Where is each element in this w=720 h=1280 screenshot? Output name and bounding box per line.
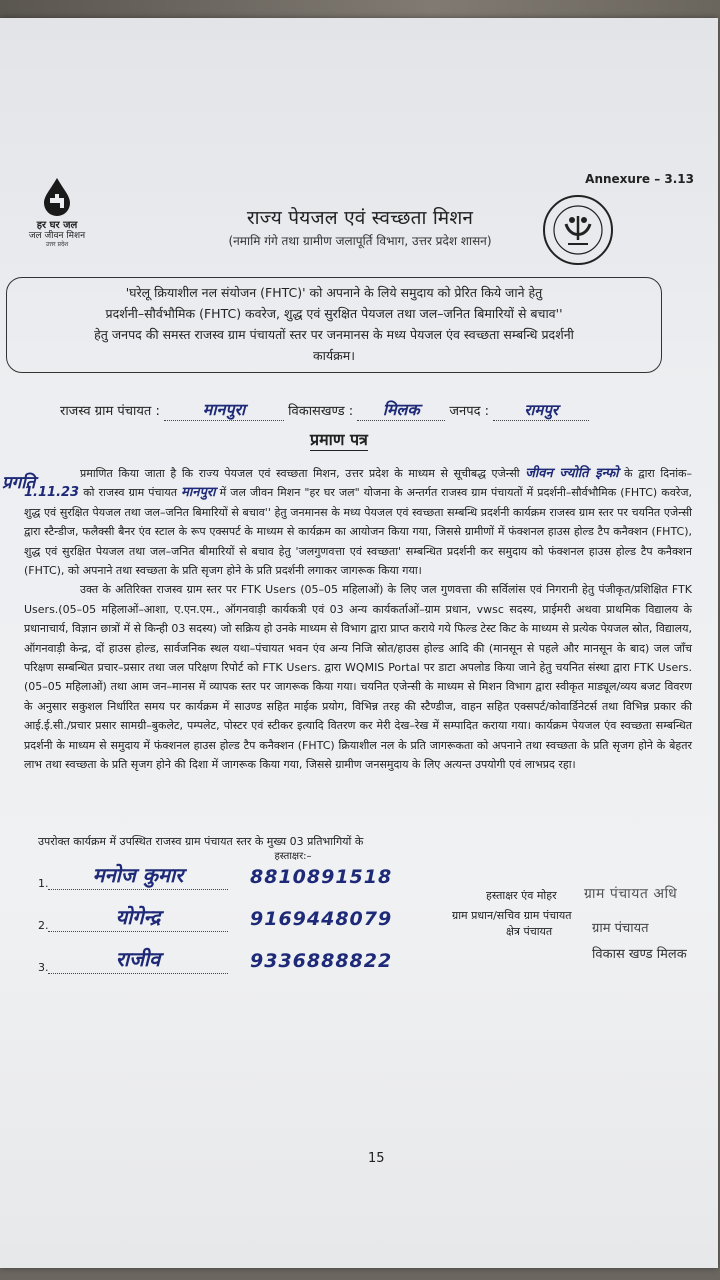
page-number: 15 [368, 1151, 385, 1166]
participant-phone: 9169448079 [250, 908, 393, 930]
district-label: जनपद : [449, 404, 490, 419]
participant-number: 2. [38, 919, 49, 932]
participants-intro-text: उपरोक्त कार्यक्रम में उपस्थित राजस्व ग्राम पंचायत स्तर के मुख्य 03 प्रतिभागियों के [38, 835, 364, 848]
gp-label: राजस्व ग्राम पंचायत : [60, 404, 160, 419]
up-government-seal-icon [542, 194, 614, 266]
handwritten-margin-note: प्रगति [2, 473, 36, 493]
certificate-body [24, 464, 692, 775]
stamp-line-2: ग्राम पंचायत [592, 921, 649, 936]
participant-row-2 [38, 898, 438, 932]
participant-row-3 [38, 940, 438, 974]
gp-name-handwritten: मानपुरा [181, 485, 216, 501]
participant-number: 3. [38, 961, 49, 974]
annexure-label: Annexure – 3.13 [585, 172, 694, 186]
participants-sign-label: हस्ताक्षर:– [274, 851, 312, 862]
logo-line-3: उत्तर प्रदेश [45, 241, 69, 248]
program-title-line-1: 'घरेलू क्रियाशील नल संयोजन (FHTC)' को अपनाने के लिये समुदाय को प्रेरित किये जाने हेतु [125, 285, 543, 300]
signatory-line-3: क्षेत्र पंचायत [506, 925, 553, 938]
panchayat-details-line [60, 398, 680, 421]
participant-name: योगेन्द्र [48, 903, 228, 932]
block-value: मिलक [357, 398, 445, 421]
body-p1-a: प्रमाणित किया जाता है कि राज्य पेयजल एवं स्वच्छता मिशन, उत्तर प्रदेश के माध्यम से सूचीबद्ध एजेन्सी [80, 467, 520, 480]
mission-title: राज्य पेयजल एवं स्वच्छता मिशन [246, 207, 474, 229]
stamp-line-3: विकास खण्ड मिलक [592, 947, 687, 962]
participant-phone: 8810891518 [250, 866, 393, 888]
logo-line-1: हर घर जल [36, 220, 78, 231]
agency-name-handwritten: जीवन ज्योति इन्फो [525, 466, 619, 481]
signatory-line-1: हस्ताक्षर एंव मोहर [486, 889, 557, 902]
block-label: विकासखण्ड : [288, 404, 354, 419]
program-title-box [6, 277, 662, 373]
body-p1-d: में जल जीवन मिशन "हर घर जल" योजना के अन्तर्गत राजस्व ग्राम पंचायतों में प्रदर्शनी–सौर्वभौमिक (FHTC) कवरेज, शुद्ध एवं सुरक्षित पेयजल तथा जल–जनित बिमारियों से बचाव'' हेतु जनमानस के मध्य पेयजल एवं स्वच्छता सम्बन्धि प्रदर्शनी कार्यक्रम राजस्व ग्राम स्तर पर चयनित एजेन्सी द्वारा स्टैन्डीज, फलैक्सी बैनर एंव स्टाल के रूप एक्सपर्ट के माध्यम से कार्यक्रम का आयोजन किया गया, जिससे ग्रामीणों में फंक्शनल हाउस होल्ड टैप कनैक्शन (FHTC), शुद्ध एवं सुरक्षित पेयजल तथा जल–जनित बीमारियों से बचाव हेतु 'जलगुणवत्ता एवं स्वच्छता' सम्बन्धित प्रदर्शनी कर समुदाय को फंक्शनल हाउस होल्ड टैप कनैक्शन (FHTC), को अपनाने तथा स्वच्छता के प्रति सृजग होने के प्रति प्रदर्शनी लगाकर जागरूक किया गया। [24, 486, 693, 578]
participant-number: 1. [38, 877, 49, 890]
program-title-line-4: कार्यक्रम। [313, 348, 355, 363]
program-title-line-2: प्रदर्शनी–सौर्वभौमिक (FHTC) कवरेज, शुद्ध एवं सुरक्षित पेयजल तथा जल–जनित बिमारियों से बचाव'' [105, 306, 563, 321]
program-title-line-3: हेतु जनपद की समस्त राजस्व ग्राम पंचायतों स्तर पर जनमानस के मध्य पेयजल एंव स्वच्छता सम्बन्धि प्रदर्शनी [94, 327, 574, 342]
participant-name: मनोज कुमार [48, 861, 228, 890]
district-value: रामपुर [493, 400, 589, 421]
date-handwritten: 1.11.23 [24, 485, 80, 501]
certificate-title: प्रमाण पत्र [310, 430, 368, 449]
participant-name: राजीव [48, 945, 228, 974]
signatory-line-2: ग्राम प्रधान/सचिव ग्राम पंचायत [452, 909, 572, 922]
logo-line-2: जल जीवन मिशन [28, 231, 86, 241]
body-p1-b: के द्वारा दिनांक– [624, 467, 693, 480]
mission-subtitle: (नमामि गंगे तथा ग्रामीण जलापूर्ति विभाग, उत्तर प्रदेश शासन) [228, 234, 492, 248]
paragraph-2: उक्त के अतिरिक्त राजस्व ग्राम स्तर पर FTK Users (05–05 महिलाओं) के लिए जल गुणवत्ता की सर्विलांस एवं निगरानी हेतु पंजीकृत/प्रशिक्षित FTK Users.(05–05 महिलाओं–आशा, ए.एन.एम., ऑगनवाड़ी कार्यकत्री एवं 03 अन्य कार्यकर्ताओं–ग्राम प्रधान, vwsc सदस्य, प्राईमरी अथवा प्राथमिक विद्यालय के प्रधानाचार्य, विज्ञान छात्रों में से किन्ही 03 सदस्य) जो सक्रिय हो उनके माध्यम से विभाग द्वारा प्राप्त कराये गये फिल्ड टेस्ट किट के माध्यम से प्रत्येक पेयजल स्रोत, विद्यालय, ऑगनवाड़ी केन्द्र, दों हाउस होल्ड, सार्वजनिक स्थल यथा–पंचायत भवन एंव अन्य निजि स्रोत/हाउस होल्ड आदि की (मानसून से पहले और मानसून के बाद) जल जाँच परिक्षण सम्बन्धित प्रचार–प्रसार तथा जल परिक्षण रिपोर्ट को FTK Users. द्वारा WQMIS Portal पर डाटा अपलोड किया जाने हेतु चयनित संस्था द्वारा FTK Users.(05–05 महिलाओं) तथा आम जन–मानस में व्यापक स्तर पर जागरूक किया गया। चयनित एजेन्सी के माध्यम से मिशन विभाग द्वारा स्वीकृत माड्यूल/व्यय बजट विवरण के अनुसार सकुशल निर्धारित समय पर कार्यक्रम में साउण्ड सहित माईक प्रयोग, विभिन्न तरह की स्टैण्डीज, वाहन सहित एक्सपर्ट/कोवार्डिनेटर्स तथा विभिन्न प्रकार की आई.ई.सी./प्रचार प्रसार सामग्री–बुकलेट, पम्पलेट, पोस्टर एवं स्टीकर इत्यादि वितरण कर मेरी देख–रेख में सम्पादित कराया गया। कार्यक्रम पेयजल एंव स्वच्छता सम्बन्धित प्रदर्शनी के माध्यम से समुदाय में फंक्शनल हाउस होल्ड टैप कनैक्शन (FHTC) क्रियाशील नल के प्रति जागरूकता को अपनाने तथा स्वच्छता के प्रति सृजग होने के बेहतर लाभ तथा स्वच्छता के प्रति सृजग होने की दिशा में जागरूक किया गया, जिससे ग्रामीण जनसमुदाय के लिए अत्यन्त उपयोगी एवं लाभप्रद रहा। [24, 583, 692, 772]
paragraph-1 [24, 464, 692, 580]
stamp-line-1: ग्राम पंचायत अधि [584, 886, 678, 902]
background-strip [0, 0, 720, 18]
participant-phone: 9336888822 [250, 950, 393, 972]
gp-value: मानपुरा [164, 398, 284, 421]
participant-row-1 [38, 856, 438, 890]
body-p1-c: को राजस्व ग्राम पंचायत [83, 486, 178, 500]
